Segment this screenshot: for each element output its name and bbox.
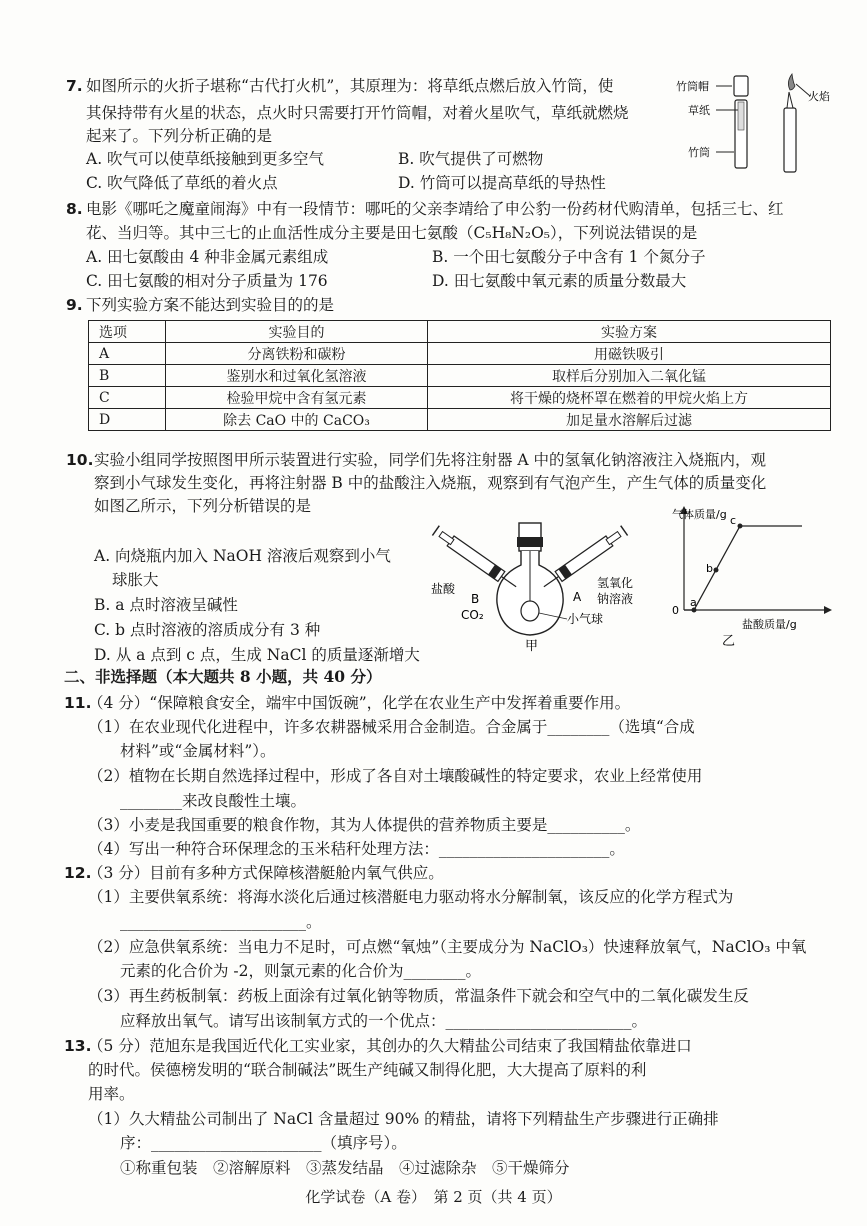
naoh-label-2: 钠溶液 [597, 592, 634, 606]
question-12-line-3: ________________________。 [120, 913, 322, 931]
question-11-line-4: （2）植物在长期自然选择过程中，形成了各自对土壤酸碱性的特定要求，农业上经常使用 [88, 767, 703, 785]
option-d: D. 竹筒可以提高草纸的导热性 [398, 174, 606, 192]
question-12-line-1: （3 分）目前有多种方式保障核潜艇舱内氧气供应。 [88, 864, 444, 882]
option-b: B. 一个田七氨酸分子中含有 1 个氮分子 [432, 248, 706, 266]
table-cell: C [89, 387, 166, 409]
option-c: C. 田七氨酸的相对分子质量为 176 [86, 272, 328, 290]
question-7-line-1: 如图所示的火折子堪称“古代打火机”，其原理为：将草纸点燃后放入竹筒，使 [86, 77, 614, 95]
table-cell: D [89, 409, 166, 431]
table-row [89, 343, 831, 365]
question-11-line-6: （3）小麦是我国重要的粮食作物，其为人体提供的营养物质主要是__________。 [88, 816, 641, 834]
page-footer: 化学试卷（A 卷） 第 2 页（共 4 页） [305, 1188, 562, 1206]
point-b-label: b [706, 562, 713, 575]
question-13-line-3: 用率。 [88, 1085, 135, 1103]
syringe-a-label: A [573, 590, 582, 604]
naoh-label-1: 氢氧化 [597, 576, 634, 590]
question-11-line-3: 材料”或“金属材料”）。 [120, 742, 276, 760]
question-11-line-2: （1）在农业现代化进程中，许多农耕器械采用合金制造。合金属于________（选填“合成 [88, 718, 695, 736]
question-9-stem: 下列实验方案不能达到实验目的的是 [86, 296, 335, 314]
question-12-line-2: （1）主要供氧系统：将海水淡化后通过核潜艇电力驱动将水分解制氧，该反应的化学方程式为 [88, 888, 734, 906]
question-13-line-2: 的时代。侯德榜发明的“联合制碱法”既生产纯碱又制得化肥，大大提高了原料的利 [88, 1061, 647, 1079]
y-axis-label: 气体质量/g [672, 508, 727, 521]
question-7-line-2: 其保持带有火星的状态，点火时只需要打开竹筒帽，对着火星吹气，草纸就燃烧 [86, 104, 629, 122]
question-11-line-7: （4）写出一种符合环保理念的玉米秸秆处理方法：______________________。 [88, 840, 625, 858]
table-header-row [89, 321, 831, 343]
table-row [89, 387, 831, 409]
question-11-line-1: （4 分）“保障粮食安全，端牢中国饭碗”，化学在农业生产中发挥着重要作用。 [88, 694, 631, 712]
question-number: 9. [66, 296, 83, 314]
section-heading: 二、非选择题（本大题共 8 小题，共 40 分） [64, 667, 382, 686]
table-row [89, 365, 831, 387]
question-number: 13. [64, 1037, 92, 1055]
point-c-label: c [730, 514, 737, 527]
x-axis-label: 盐酸质量/g [742, 618, 797, 631]
table-cell: 用磁铁吸引 [428, 343, 831, 365]
question-12-line-5: 元素的化合价为 -2，则氯元素的化合价为________。 [120, 962, 482, 980]
option-a-continued: 球胀大 [112, 571, 159, 589]
flame-label: 火焰 [808, 90, 830, 103]
question-13-line-4: （1）久大精盐公司制出了 NaCl 含量超过 90% 的精盐，请将下列精盐生产步骤进行正确排 [88, 1110, 719, 1128]
question-10-line-3: 如图乙所示，下列分析错误的是 [94, 497, 312, 515]
table-header: 实验方案 [428, 321, 831, 343]
question-8-line-1: 电影《哪吒之魔童闹海》中有一段情节：哪吒的父亲李靖给了申公豹一份药材代购清单，包括三七、红 [86, 200, 784, 218]
apparatus-figure [425, 515, 640, 655]
table-cell: A [89, 343, 166, 365]
co2-label: CO₂ [461, 608, 484, 622]
question-13-line-5: 序：______________________（填序号）。 [120, 1134, 407, 1152]
question-12-line-4: （2）应急供氧系统：当电力不足时，可点燃“氧烛”（主要成分为 NaClO₃）快速释放氧气，NaClO₃ 中氧 [88, 938, 807, 956]
question-11-line-5: ________来改良酸性土壤。 [120, 792, 307, 810]
option-d: D. 田七氨酸中氧元素的质量分数最大 [432, 272, 687, 290]
table-header: 实验目的 [166, 321, 428, 343]
table-cell: 取样后分别加入二氧化锰 [428, 365, 831, 387]
option-c: C. 吹气降低了草纸的着火点 [86, 174, 278, 192]
hcl-label: 盐酸 [431, 582, 456, 596]
question-10-line-2: 察到小气球发生变化，再将注射器 B 中的盐酸注入烧瓶，观察到有气泡产生，产生气体的质量变化 [94, 474, 767, 492]
table-cell: 加足量水溶解后过滤 [428, 409, 831, 431]
option-a: A. 吹气可以使草纸接触到更多空气 [86, 150, 325, 168]
fire-starter-figure [672, 70, 842, 175]
tube-label: 竹筒 [688, 146, 710, 159]
table-cell: 鉴别水和过氧化氢溶液 [166, 365, 428, 387]
syringe-b-label: B [471, 592, 480, 606]
question-number: 8. [66, 200, 83, 218]
question-8-line-2: 花、当归等。其中三七的止血活性成分主要是田七氨酸（C₅H₈N₂O₅），下列说法错误的是 [86, 224, 698, 242]
table-cell: B [89, 365, 166, 387]
cap-label: 竹筒帽 [676, 80, 709, 93]
origin-label: 0 [672, 604, 679, 617]
question-13-line-6: ①称重包装 ②溶解原料 ③蒸发结晶 ④过滤除杂 ⑤干燥筛分 [120, 1159, 570, 1177]
figure-caption: 乙 [722, 634, 736, 649]
table-cell: 检验甲烷中含有氢元素 [166, 387, 428, 409]
option-b: B. 吹气提供了可燃物 [398, 150, 544, 168]
question-13-line-1: （5 分）范旭东是我国近代化工实业家，其创办的久大精盐公司结束了我国精盐依靠进口 [88, 1037, 692, 1055]
table-cell: 分离铁粉和碳粉 [166, 343, 428, 365]
question-10-line-1: 实验小组同学按照图甲所示装置进行实验，同学们先将注射器 A 中的氢氧化钠溶液注入烧瓶内，观 [94, 451, 767, 469]
option-a: A. 向烧瓶内加入 NaOH 溶液后观察到小气 [94, 547, 391, 565]
option-d: D. 从 a 点到 c 点，生成 NaCl 的质量逐渐增大 [94, 646, 420, 664]
paper-label: 草纸 [688, 104, 710, 117]
question-number: 12. [64, 864, 92, 882]
question-12-line-6: （3）再生药板制氧：药板上面涂有过氧化钠等物质，常温条件下就会和空气中的二氧化碳发生反 [88, 987, 749, 1005]
table-header: 选项 [89, 321, 166, 343]
option-b: B. a 点时溶液呈碱性 [94, 596, 238, 614]
question-12-line-7: 应释放出氧气。请写出该制氧方式的一个优点：________________________。 [120, 1012, 648, 1030]
gas-mass-graph [652, 502, 837, 652]
figure-caption: 甲 [525, 639, 539, 654]
question-number: 11. [64, 694, 92, 712]
table-row [89, 409, 831, 431]
option-a: A. 田七氨酸由 4 种非金属元素组成 [86, 248, 329, 266]
question-number: 7. [66, 77, 83, 95]
question-7-line-3: 起来了。下列分析正确的是 [86, 127, 273, 145]
table-cell: 将干燥的烧杯罩在燃着的甲烷火焰上方 [428, 387, 831, 409]
table-cell: 除去 CaO 中的 CaCO₃ [166, 409, 428, 431]
option-c: C. b 点时溶液的溶质成分有 3 种 [94, 621, 321, 639]
question-number: 10. [66, 451, 94, 469]
experiment-table [88, 320, 831, 431]
point-a-label: a [690, 596, 697, 609]
balloon-label: 小气球 [567, 612, 604, 626]
